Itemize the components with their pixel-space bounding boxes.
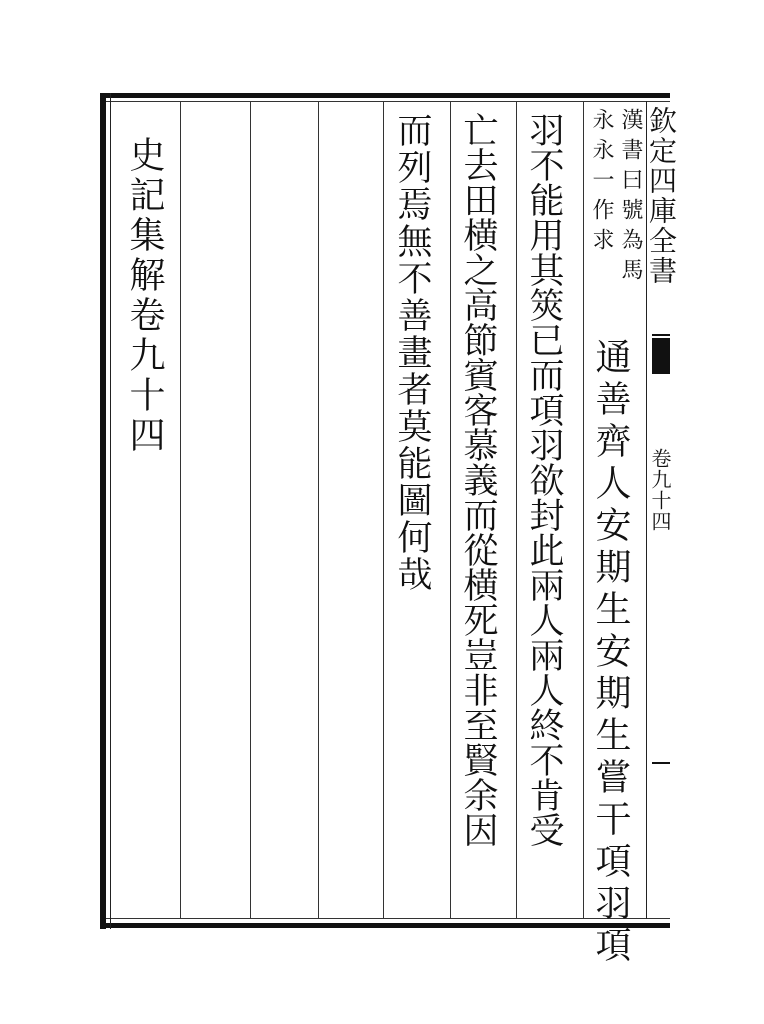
fold-fish-tail-block (652, 338, 670, 374)
frame-bottom-inner-border (106, 918, 670, 919)
column-rule (583, 102, 584, 918)
frame-bottom-border (100, 923, 670, 928)
column-rule (383, 102, 384, 918)
annotation-line-2: 永永一作求 (589, 108, 614, 258)
fold-fish-tail-top (652, 334, 670, 336)
column-rule (450, 102, 451, 918)
spine-title: 欽定四庫全書 (645, 106, 678, 286)
column-rule (318, 102, 319, 918)
text-column-4: 而列焉無不善畫者莫能圖何哉 (392, 112, 432, 593)
frame-top-inner-border (106, 101, 670, 102)
column-rule (516, 102, 517, 918)
text-column-1: 通善齊人安期生安期生嘗干項羽項 (590, 338, 631, 968)
annotation-line-1: 漢書曰號為馬 (618, 108, 643, 288)
frame-top-border (100, 93, 670, 98)
spine-volume: 卷九十四 (648, 448, 672, 532)
text-column-2: 羽不能用其筴已而項羽欲封此兩人兩人終不肯受 (524, 112, 564, 847)
fold-fish-tail-bottom (652, 762, 670, 764)
column-rule (250, 102, 251, 918)
closing-title: 史記集解卷九十四 (124, 136, 165, 456)
frame-left-inner-border (110, 93, 111, 929)
frame-left-border (100, 93, 106, 929)
column-rule (180, 102, 181, 918)
text-column-3: 亡去田横之高節賓客慕義而從横死豈非至賢余因 (458, 112, 498, 847)
